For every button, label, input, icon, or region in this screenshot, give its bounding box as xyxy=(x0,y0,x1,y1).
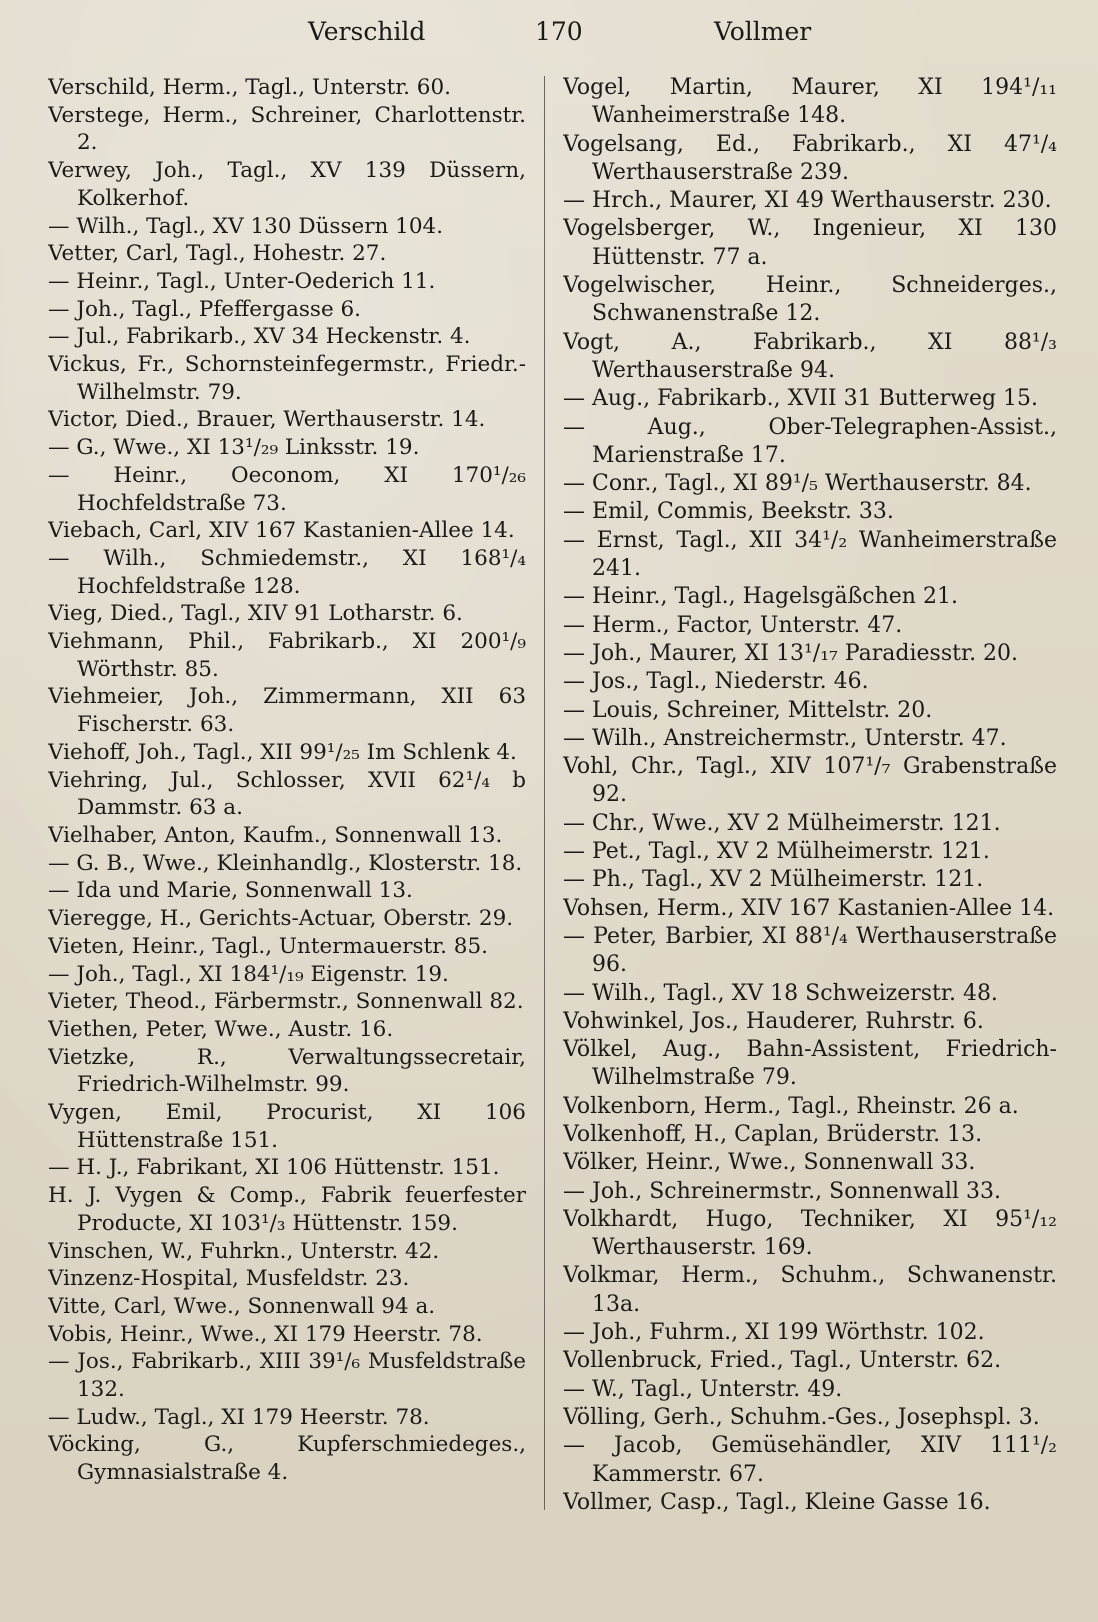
directory-entry: Völker, Heinr., Wwe., Sonnenwall 33. xyxy=(563,1150,976,1176)
directory-entry: Volkmar, Herm., Schuhm., Schwanenstr. 13a. xyxy=(563,1263,1057,1317)
right-column xyxy=(563,74,1057,1517)
directory-entry: — Ludw., Tagl., XI 179 Heerstr. 78. xyxy=(48,1404,430,1430)
directory-entry: — Conr., Tagl., XI 89¹/₅ Werthauserstr. 84. xyxy=(563,471,1032,497)
directory-entry: Volkenborn, Herm., Tagl., Rheinstr. 26 a. xyxy=(563,1093,1019,1119)
directory-entry: Viehring, Jul., Schlosser, XVII 62¹/₄ b Dammstr. 63 a. xyxy=(48,767,526,821)
directory-entry: Viehmann, Phil., Fabrikarb., XI 200¹/₉ Wörthstr. 85. xyxy=(48,629,526,682)
directory-entry: — Joh., Schreinermstr., Sonnenwall 33. xyxy=(563,1178,1001,1204)
header-last-name: Vollmer xyxy=(714,17,812,46)
directory-entry: Viehoff, Joh., Tagl., XII 99¹/₂₅ Im Schlenk 4. xyxy=(48,739,517,765)
directory-entry: — Chr., Wwe., XV 2 Mülheimerstr. 121. xyxy=(563,810,1001,836)
directory-entry: — G., Wwe., XI 13¹/₂₉ Linksstr. 19. xyxy=(48,435,420,461)
directory-entry: Vieten, Heinr., Tagl., Untermauerstr. 85. xyxy=(48,933,488,959)
directory-entry: Vieter, Theod., Färbermstr., Sonnenwall 82. xyxy=(48,989,524,1015)
directory-entry: — W., Tagl., Unterstr. 49. xyxy=(563,1376,843,1402)
directory-entry: Viethen, Peter, Wwe., Austr. 16. xyxy=(48,1016,394,1042)
directory-entry: Verwey, Joh., Tagl., XV 139 Düssern, Kolkerhof. xyxy=(48,158,526,211)
directory-entry: — Pet., Tagl., XV 2 Mülheimerstr. 121. xyxy=(563,839,990,865)
directory-entry: — Jacob, Gemüsehändler, XIV 111¹/₂ Kammerstr. 67. xyxy=(563,1433,1057,1487)
directory-entry: Verstege, Herm., Schreiner, Charlottenstr. 2. xyxy=(48,102,526,156)
directory-entry: Verschild, Herm., Tagl., Unterstr. 60. xyxy=(48,75,451,100)
directory-entry: Vogt, A., Fabrikarb., XI 88¹/₃ Werthauserstraße 94. xyxy=(563,329,1057,383)
directory-entry: — Herm., Factor, Unterstr. 47. xyxy=(563,612,903,638)
directory-entry: — Emil, Commis, Beekstr. 33. xyxy=(563,499,894,525)
directory-entry: Vollmer, Casp., Tagl., Kleine Gasse 16. xyxy=(563,1489,991,1515)
directory-entry: Vogelsang, Ed., Fabrikarb., XI 47¹/₄ Werthauserstraße 239. xyxy=(563,131,1057,185)
directory-entry: Vobis, Heinr., Wwe., XI 179 Heerstr. 78. xyxy=(48,1321,483,1347)
directory-entry: — Peter, Barbier, XI 88¹/₄ Werthauserstraße 96. xyxy=(563,923,1057,978)
directory-entry: Viehmeier, Joh., Zimmermann, XII 63 Fischerstr. 63. xyxy=(48,684,526,738)
running-head xyxy=(0,14,1098,50)
directory-entry: — Jos., Tagl., Niederstr. 46. xyxy=(563,669,869,695)
directory-entry: Vickus, Fr., Schornsteinfegermstr., Friedr.-Wilhelmstr. 79. xyxy=(48,352,526,405)
directory-entry: — Wilh., Schmiedemstr., XI 168¹/₄ Hochfeldstraße 128. xyxy=(48,545,526,599)
directory-entry: Vinzenz-Hospital, Musfeldstr. 23. xyxy=(48,1266,410,1292)
directory-entry: Vohsen, Herm., XIV 167 Kastanien-Allee 14. xyxy=(563,895,1055,921)
directory-entry: Vogel, Martin, Maurer, XI 194¹/₁₁ Wanheimerstraße 148. xyxy=(563,75,1057,129)
directory-entry: Vogelwischer, Heinr., Schneiderges., Schwanenstraße 12. xyxy=(563,273,1057,327)
directory-entry: Völling, Gerh., Schuhm.-Ges., Josephspl. 3. xyxy=(563,1404,1040,1430)
directory-entry: Vietzke, R., Verwaltungssecretair, Friedrich-Wilhelmstr. 99. xyxy=(48,1044,526,1098)
directory-entry: — Louis, Schreiner, Mittelstr. 20. xyxy=(563,697,933,723)
header-first-name: Verschild xyxy=(308,17,426,46)
directory-entry: Victor, Died., Brauer, Werthauserstr. 14. xyxy=(48,407,486,433)
directory-entry: — Heinr., Tagl., Hagelsgäßchen 21. xyxy=(563,584,958,610)
directory-entry: H. J. Vygen & Comp., Fabrik feuerfester Producte, XI 103¹/₃ Hüttenstr. 159. xyxy=(48,1183,526,1236)
page-number: 170 xyxy=(535,17,583,46)
column-divider xyxy=(544,76,545,1510)
directory-entry: — Aug., Fabrikarb., XVII 31 Butterweg 15. xyxy=(563,386,1039,412)
directory-entry: Vetter, Carl, Tagl., Hohestr. 27. xyxy=(48,241,387,267)
directory-entry: — Joh., Fuhrm., XI 199 Wörthstr. 102. xyxy=(563,1320,985,1346)
directory-entry: Vohl, Chr., Tagl., XIV 107¹/₇ Grabenstraße 92. xyxy=(563,754,1057,808)
directory-entry: Vitte, Carl, Wwe., Sonnenwall 94 a. xyxy=(48,1293,436,1319)
directory-entry: — H. J., Fabrikant, XI 106 Hüttenstr. 151. xyxy=(48,1155,500,1181)
left-column xyxy=(48,74,526,1487)
directory-entry: Vieg, Died., Tagl., XIV 91 Lotharstr. 6. xyxy=(48,601,463,627)
directory-entry: Vygen, Emil, Procurist, XI 106 Hüttenstraße 151. xyxy=(48,1100,526,1153)
directory-entry: — Wilh., Tagl., XV 130 Düssern 104. xyxy=(48,213,444,239)
directory-entry: — Heinr., Oeconom, XI 170¹/₂₆ Hochfeldstraße 73. xyxy=(48,462,526,516)
directory-entry: Vinschen, W., Fuhrkn., Unterstr. 42. xyxy=(48,1238,440,1264)
directory-entry: — Aug., Ober-Telegraphen-Assist., Marienstraße 17. xyxy=(563,414,1057,468)
directory-entry: — Wilh., Tagl., XV 18 Schweizerstr. 48. xyxy=(563,980,998,1006)
directory-entry: Vieregge, H., Gerichts-Actuar, Oberstr. 29. xyxy=(48,906,514,932)
directory-entry: Völkel, Aug., Bahn-Assistent, Friedrich-Wilhelmstraße 79. xyxy=(563,1037,1057,1091)
directory-entry: — Ph., Tagl., XV 2 Mülheimerstr. 121. xyxy=(563,867,984,893)
directory-entry: Volkhardt, Hugo, Techniker, XI 95¹/₁₂ Werthauserstr. 169. xyxy=(563,1206,1057,1261)
directory-entry: Vielhaber, Anton, Kaufm., Sonnenwall 13. xyxy=(48,822,503,848)
directory-entry: Viebach, Carl, XIV 167 Kastanien-Allee 14. xyxy=(48,518,515,544)
directory-entry: Vöcking, G., Kupferschmiedeges., Gymnasialstraße 4. xyxy=(48,1432,526,1486)
directory-entry: — Jul., Fabrikarb., XV 34 Heckenstr. 4. xyxy=(48,324,471,350)
directory-entry: — Hrch., Maurer, XI 49 Werthauserstr. 230. xyxy=(563,188,1052,214)
directory-entry: — Joh., Maurer, XI 13¹/₁₇ Paradiesstr. 20. xyxy=(563,640,1019,666)
directory-entry: — G. B., Wwe., Kleinhandlg., Klosterstr. 18. xyxy=(48,850,523,876)
directory-entry: — Joh., Tagl., XI 184¹/₁₉ Eigenstr. 19. xyxy=(48,961,449,987)
directory-entry: Vohwinkel, Jos., Hauderer, Ruhrstr. 6. xyxy=(563,1008,984,1034)
directory-entry: — Ernst, Tagl., XII 34¹/₂ Wanheimerstraße 241. xyxy=(563,527,1057,582)
directory-entry: — Jos., Fabrikarb., XIII 39¹/₆ Musfeldstraße 132. xyxy=(48,1349,526,1403)
directory-entry: — Wilh., Anstreichermstr., Unterstr. 47. xyxy=(563,725,1007,751)
directory-entry: — Joh., Tagl., Pfeffergasse 6. xyxy=(48,296,362,322)
directory-entry: — Ida und Marie, Sonnenwall 13. xyxy=(48,878,413,904)
directory-entry: Volkenhoff, H., Caplan, Brüderstr. 13. xyxy=(563,1121,983,1147)
directory-entry: Vollenbruck, Fried., Tagl., Unterstr. 62. xyxy=(563,1348,1002,1374)
directory-entry: — Heinr., Tagl., Unter-Oederich 11. xyxy=(48,268,436,294)
directory-entry: Vogelsberger, W., Ingenieur, XI 130 Hüttenstr. 77 a. xyxy=(563,216,1057,270)
